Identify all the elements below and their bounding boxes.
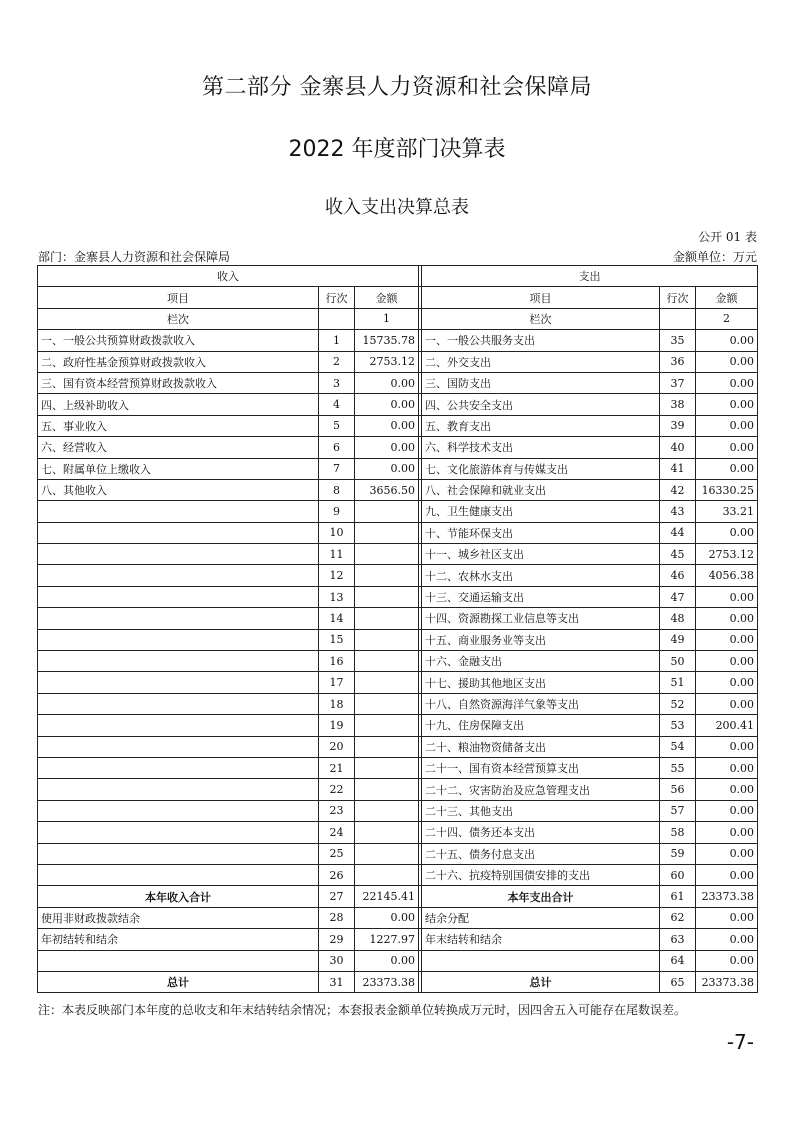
- income-item-cell: [38, 693, 319, 714]
- expense-line-cell: 44: [660, 522, 696, 543]
- income-item-cell: 二、政府性基金预算财政拨款收入: [38, 351, 319, 372]
- income-amount-cell: [355, 565, 419, 586]
- income-item-cell: [38, 736, 319, 757]
- income-amount-cell: [355, 757, 419, 778]
- expense-amount-cell: 0.00: [696, 757, 758, 778]
- income-line-cell: 2: [319, 351, 355, 372]
- expense-line-cell: 64: [660, 950, 696, 971]
- income-amount-cell: 0.00: [355, 372, 419, 393]
- income-item-cell: [38, 779, 319, 800]
- income-line-cell: 19: [319, 715, 355, 736]
- expense-amount-cell: 33.21: [696, 501, 758, 522]
- expense-item-cell: 二十四、债务还本支出: [422, 822, 660, 843]
- income-item-cell: [38, 864, 319, 885]
- expense-amount-cell: 16330.25: [696, 479, 758, 500]
- table-row: [38, 864, 758, 885]
- expense-amount-cell: 23373.38: [696, 971, 758, 992]
- income-amount-cell: 23373.38: [355, 971, 419, 992]
- expense-amount-cell: 0.00: [696, 629, 758, 650]
- income-line-cell: 14: [319, 608, 355, 629]
- expense-amount-cell: 0.00: [696, 950, 758, 971]
- table-row: [38, 415, 758, 436]
- expense-line-cell: 65: [660, 971, 696, 992]
- income-item-cell: 七、附属单位上缴收入: [38, 458, 319, 479]
- expense-line-cell: 57: [660, 800, 696, 821]
- expense-item-cell: 总计: [422, 971, 660, 992]
- expense-amount-cell: 0.00: [696, 351, 758, 372]
- expense-line-cell: 38: [660, 394, 696, 415]
- expense-amount-cell: 0.00: [696, 822, 758, 843]
- income-amount-cell: [355, 779, 419, 800]
- expense-item-cell: 本年支出合计: [422, 886, 660, 907]
- expense-amount-cell: 0.00: [696, 330, 758, 351]
- table-body: [38, 266, 758, 993]
- income-line-cell: 10: [319, 522, 355, 543]
- income-line-cell: 25: [319, 843, 355, 864]
- table-row: [38, 651, 758, 672]
- expense-line-cell: 53: [660, 715, 696, 736]
- expense-item-cell: 十四、资源勘探工业信息等支出: [422, 608, 660, 629]
- income-amount-cell: 15735.78: [355, 330, 419, 351]
- income-amount-cell: [355, 736, 419, 757]
- expense-lanci-label: 栏次: [422, 308, 660, 329]
- income-section-header: 收入: [38, 266, 419, 287]
- table-row: [38, 907, 758, 928]
- expense-amount-cell: 0.00: [696, 415, 758, 436]
- expense-line-cell: 60: [660, 864, 696, 885]
- income-item-cell: 六、经营收入: [38, 437, 319, 458]
- expense-item-cell: 一、一般公共服务支出: [422, 330, 660, 351]
- footnote: 注：本表反映部门本年度的总收支和年末结转结余情况；本套报表金额单位转换成万元时，因四舍五入可能存在尾数误差。: [38, 1003, 687, 1017]
- table-row: [38, 544, 758, 565]
- expense-line-cell: 56: [660, 779, 696, 800]
- income-line-cell: 3: [319, 372, 355, 393]
- form-number: 公开 01 表: [698, 230, 757, 244]
- expense-line-cell: 54: [660, 736, 696, 757]
- income-line-cell: 16: [319, 651, 355, 672]
- table-row: [38, 586, 758, 607]
- income-line-cell: 1: [319, 330, 355, 351]
- income-item-cell: [38, 757, 319, 778]
- expense-amount-cell: 23373.38: [696, 886, 758, 907]
- expense-line-cell: 35: [660, 330, 696, 351]
- income-item-cell: [38, 629, 319, 650]
- expense-line-cell: 36: [660, 351, 696, 372]
- income-line-cell: 17: [319, 672, 355, 693]
- table-row: [38, 351, 758, 372]
- income-line-cell: 21: [319, 757, 355, 778]
- expense-item-cell: 十、节能环保支出: [422, 522, 660, 543]
- table-row: [38, 437, 758, 458]
- expense-amount-cell: 0.00: [696, 800, 758, 821]
- income-amount-cell: [355, 800, 419, 821]
- table-row: [38, 394, 758, 415]
- income-amount-cell: [355, 843, 419, 864]
- expense-item-cell: 九、卫生健康支出: [422, 501, 660, 522]
- expense-line-cell: 39: [660, 415, 696, 436]
- income-item-cell: 使用非财政拨款结余: [38, 907, 319, 928]
- expense-amount-cell: 0.00: [696, 437, 758, 458]
- income-line-cell: 18: [319, 693, 355, 714]
- table-row: [38, 929, 758, 950]
- income-item-cell: 五、事业收入: [38, 415, 319, 436]
- expense-amount-header: 金额: [696, 287, 758, 308]
- income-amount-cell: [355, 693, 419, 714]
- income-item-cell: 本年收入合计: [38, 886, 319, 907]
- income-item-cell: 四、上级补助收入: [38, 394, 319, 415]
- income-amount-cell: 0.00: [355, 907, 419, 928]
- table-row: [38, 501, 758, 522]
- income-line-cell: 6: [319, 437, 355, 458]
- income-item-cell: [38, 843, 319, 864]
- income-amount-cell: 1227.97: [355, 929, 419, 950]
- table-row: [38, 458, 758, 479]
- expense-item-cell: 十七、援助其他地区支出: [422, 672, 660, 693]
- expense-item-cell: 六、科学技术支出: [422, 437, 660, 458]
- expense-line-cell: 47: [660, 586, 696, 607]
- income-line-cell: 13: [319, 586, 355, 607]
- expense-amount-cell: 0.00: [696, 586, 758, 607]
- table-row: [38, 629, 758, 650]
- expense-line-cell: 51: [660, 672, 696, 693]
- income-line-cell: 7: [319, 458, 355, 479]
- expense-item-cell: 七、文化旅游体育与传媒支出: [422, 458, 660, 479]
- income-item-cell: [38, 715, 319, 736]
- expense-amount-cell: 0.00: [696, 929, 758, 950]
- table-row: [38, 522, 758, 543]
- income-item-header: 项目: [38, 287, 319, 308]
- expense-amount-cell: 0.00: [696, 864, 758, 885]
- income-item-cell: 一、一般公共预算财政拨款收入: [38, 330, 319, 351]
- table-row: [38, 479, 758, 500]
- expense-section-header: 支出: [422, 266, 758, 287]
- income-item-cell: [38, 586, 319, 607]
- income-line-cell: 23: [319, 800, 355, 821]
- table-row: [38, 715, 758, 736]
- expense-item-cell: 二、外交支出: [422, 351, 660, 372]
- expense-item-cell: 十八、自然资源海洋气象等支出: [422, 693, 660, 714]
- income-amount-cell: [355, 522, 419, 543]
- income-line-cell: 29: [319, 929, 355, 950]
- income-amount-cell: [355, 544, 419, 565]
- income-line-cell: 26: [319, 864, 355, 885]
- income-expense-table: [37, 265, 758, 993]
- income-item-cell: [38, 522, 319, 543]
- income-item-cell: [38, 608, 319, 629]
- expense-line-header: 行次: [660, 287, 696, 308]
- expense-line-cell: 48: [660, 608, 696, 629]
- expense-item-cell: 二十六、抗疫特别国债安排的支出: [422, 864, 660, 885]
- report-title: 2022 年度部门决算表: [288, 137, 506, 162]
- income-amount-cell: 3656.50: [355, 479, 419, 500]
- income-amount-header: 金额: [355, 287, 419, 308]
- income-line-cell: 22: [319, 779, 355, 800]
- income-item-cell: [38, 672, 319, 693]
- expense-line-cell: 61: [660, 886, 696, 907]
- part-title: 第二部分 金寨县人力资源和社会保障局: [202, 75, 592, 100]
- table-row: [38, 372, 758, 393]
- expense-item-cell: 五、教育支出: [422, 415, 660, 436]
- expense-amount-cell: 200.41: [696, 715, 758, 736]
- expense-item-cell: 十九、住房保障支出: [422, 715, 660, 736]
- expense-amount-cell: 0.00: [696, 608, 758, 629]
- table-row: [38, 608, 758, 629]
- expense-item-cell: 三、国防支出: [422, 372, 660, 393]
- expense-amount-cell: 0.00: [696, 672, 758, 693]
- income-amount-cell: [355, 822, 419, 843]
- income-lanci-blank: [319, 308, 355, 329]
- table-title: 收入支出决算总表: [325, 197, 469, 218]
- income-line-cell: 20: [319, 736, 355, 757]
- page-number: -7-: [726, 1030, 754, 1054]
- income-line-cell: 12: [319, 565, 355, 586]
- expense-line-cell: 59: [660, 843, 696, 864]
- income-line-cell: 11: [319, 544, 355, 565]
- expense-lanci-number: 2: [696, 308, 758, 329]
- income-line-cell: 5: [319, 415, 355, 436]
- table-row: [38, 757, 758, 778]
- expense-item-cell: 十三、交通运输支出: [422, 586, 660, 607]
- table-row: [38, 330, 758, 351]
- income-amount-cell: 0.00: [355, 415, 419, 436]
- table-row: [38, 971, 758, 992]
- income-amount-cell: [355, 586, 419, 607]
- income-item-cell: [38, 651, 319, 672]
- expense-item-cell: 十一、城乡社区支出: [422, 544, 660, 565]
- income-line-cell: 24: [319, 822, 355, 843]
- expense-line-cell: 42: [660, 479, 696, 500]
- income-item-cell: 三、国有资本经营预算财政拨款收入: [38, 372, 319, 393]
- expense-item-cell: 年末结转和结余: [422, 929, 660, 950]
- expense-line-cell: 40: [660, 437, 696, 458]
- expense-amount-cell: 0.00: [696, 372, 758, 393]
- expense-item-cell: 十六、金融支出: [422, 651, 660, 672]
- income-line-cell: 15: [319, 629, 355, 650]
- income-lanci-label: 栏次: [38, 308, 319, 329]
- expense-amount-cell: 0.00: [696, 693, 758, 714]
- expense-item-cell: 八、社会保障和就业支出: [422, 479, 660, 500]
- income-amount-cell: 2753.12: [355, 351, 419, 372]
- expense-amount-cell: 0.00: [696, 458, 758, 479]
- section-header-row: [38, 266, 758, 287]
- income-line-cell: 4: [319, 394, 355, 415]
- income-item-cell: [38, 800, 319, 821]
- income-line-cell: 28: [319, 907, 355, 928]
- income-amount-cell: [355, 608, 419, 629]
- income-amount-cell: 0.00: [355, 458, 419, 479]
- expense-item-cell: [422, 950, 660, 971]
- income-line-cell: 31: [319, 971, 355, 992]
- income-amount-cell: [355, 629, 419, 650]
- income-item-cell: 八、其他收入: [38, 479, 319, 500]
- column-number-row: [38, 308, 758, 329]
- expense-item-cell: 二十二、灾害防治及应急管理支出: [422, 779, 660, 800]
- income-item-cell: [38, 544, 319, 565]
- expense-line-cell: 62: [660, 907, 696, 928]
- income-line-cell: 9: [319, 501, 355, 522]
- expense-line-cell: 58: [660, 822, 696, 843]
- expense-line-cell: 49: [660, 629, 696, 650]
- expense-amount-cell: 0.00: [696, 522, 758, 543]
- income-line-cell: 8: [319, 479, 355, 500]
- expense-item-cell: 二十一、国有资本经营预算支出: [422, 757, 660, 778]
- expense-item-cell: 二十三、其他支出: [422, 800, 660, 821]
- column-header-row: [38, 287, 758, 308]
- income-amount-cell: 0.00: [355, 437, 419, 458]
- table-row: [38, 736, 758, 757]
- department-label: 部门：金寨县人力资源和社会保障局: [38, 250, 231, 264]
- expense-amount-cell: 0.00: [696, 394, 758, 415]
- expense-item-header: 项目: [422, 287, 660, 308]
- table-row: [38, 693, 758, 714]
- income-line-cell: 30: [319, 950, 355, 971]
- expense-amount-cell: 0.00: [696, 843, 758, 864]
- income-amount-cell: 0.00: [355, 394, 419, 415]
- expense-line-cell: 46: [660, 565, 696, 586]
- income-item-cell: 年初结转和结余: [38, 929, 319, 950]
- income-item-cell: [38, 822, 319, 843]
- expense-line-cell: 45: [660, 544, 696, 565]
- expense-amount-cell: 0.00: [696, 736, 758, 757]
- income-amount-cell: [355, 864, 419, 885]
- income-lanci-number: 1: [355, 308, 419, 329]
- table-row: [38, 779, 758, 800]
- income-item-cell: [38, 501, 319, 522]
- expense-item-cell: 结余分配: [422, 907, 660, 928]
- expense-line-cell: 63: [660, 929, 696, 950]
- income-amount-cell: [355, 672, 419, 693]
- expense-line-cell: 55: [660, 757, 696, 778]
- expense-line-cell: 41: [660, 458, 696, 479]
- expense-item-cell: 四、公共安全支出: [422, 394, 660, 415]
- table-row: [38, 565, 758, 586]
- table-row: [38, 672, 758, 693]
- table-row: [38, 800, 758, 821]
- expense-line-cell: 37: [660, 372, 696, 393]
- income-amount-cell: [355, 651, 419, 672]
- expense-amount-cell: 0.00: [696, 907, 758, 928]
- income-amount-cell: [355, 501, 419, 522]
- income-amount-cell: 22145.41: [355, 886, 419, 907]
- income-amount-cell: [355, 715, 419, 736]
- income-amount-cell: 0.00: [355, 950, 419, 971]
- expense-amount-cell: 0.00: [696, 651, 758, 672]
- expense-amount-cell: 4056.38: [696, 565, 758, 586]
- expense-line-cell: 50: [660, 651, 696, 672]
- table-row: [38, 950, 758, 971]
- income-line-header: 行次: [319, 287, 355, 308]
- expense-item-cell: 十二、农林水支出: [422, 565, 660, 586]
- table-row: [38, 843, 758, 864]
- income-item-cell: [38, 950, 319, 971]
- income-item-cell: 总计: [38, 971, 319, 992]
- expense-amount-cell: 0.00: [696, 779, 758, 800]
- amount-unit-label: 金额单位：万元: [672, 250, 757, 264]
- expense-item-cell: 十五、商业服务业等支出: [422, 629, 660, 650]
- expense-item-cell: 二十五、债务付息支出: [422, 843, 660, 864]
- expense-line-cell: 52: [660, 693, 696, 714]
- table-row: [38, 886, 758, 907]
- expense-item-cell: 二十、粮油物资储备支出: [422, 736, 660, 757]
- expense-amount-cell: 2753.12: [696, 544, 758, 565]
- expense-lanci-blank: [660, 308, 696, 329]
- income-line-cell: 27: [319, 886, 355, 907]
- expense-line-cell: 43: [660, 501, 696, 522]
- table-row: [38, 822, 758, 843]
- income-item-cell: [38, 565, 319, 586]
